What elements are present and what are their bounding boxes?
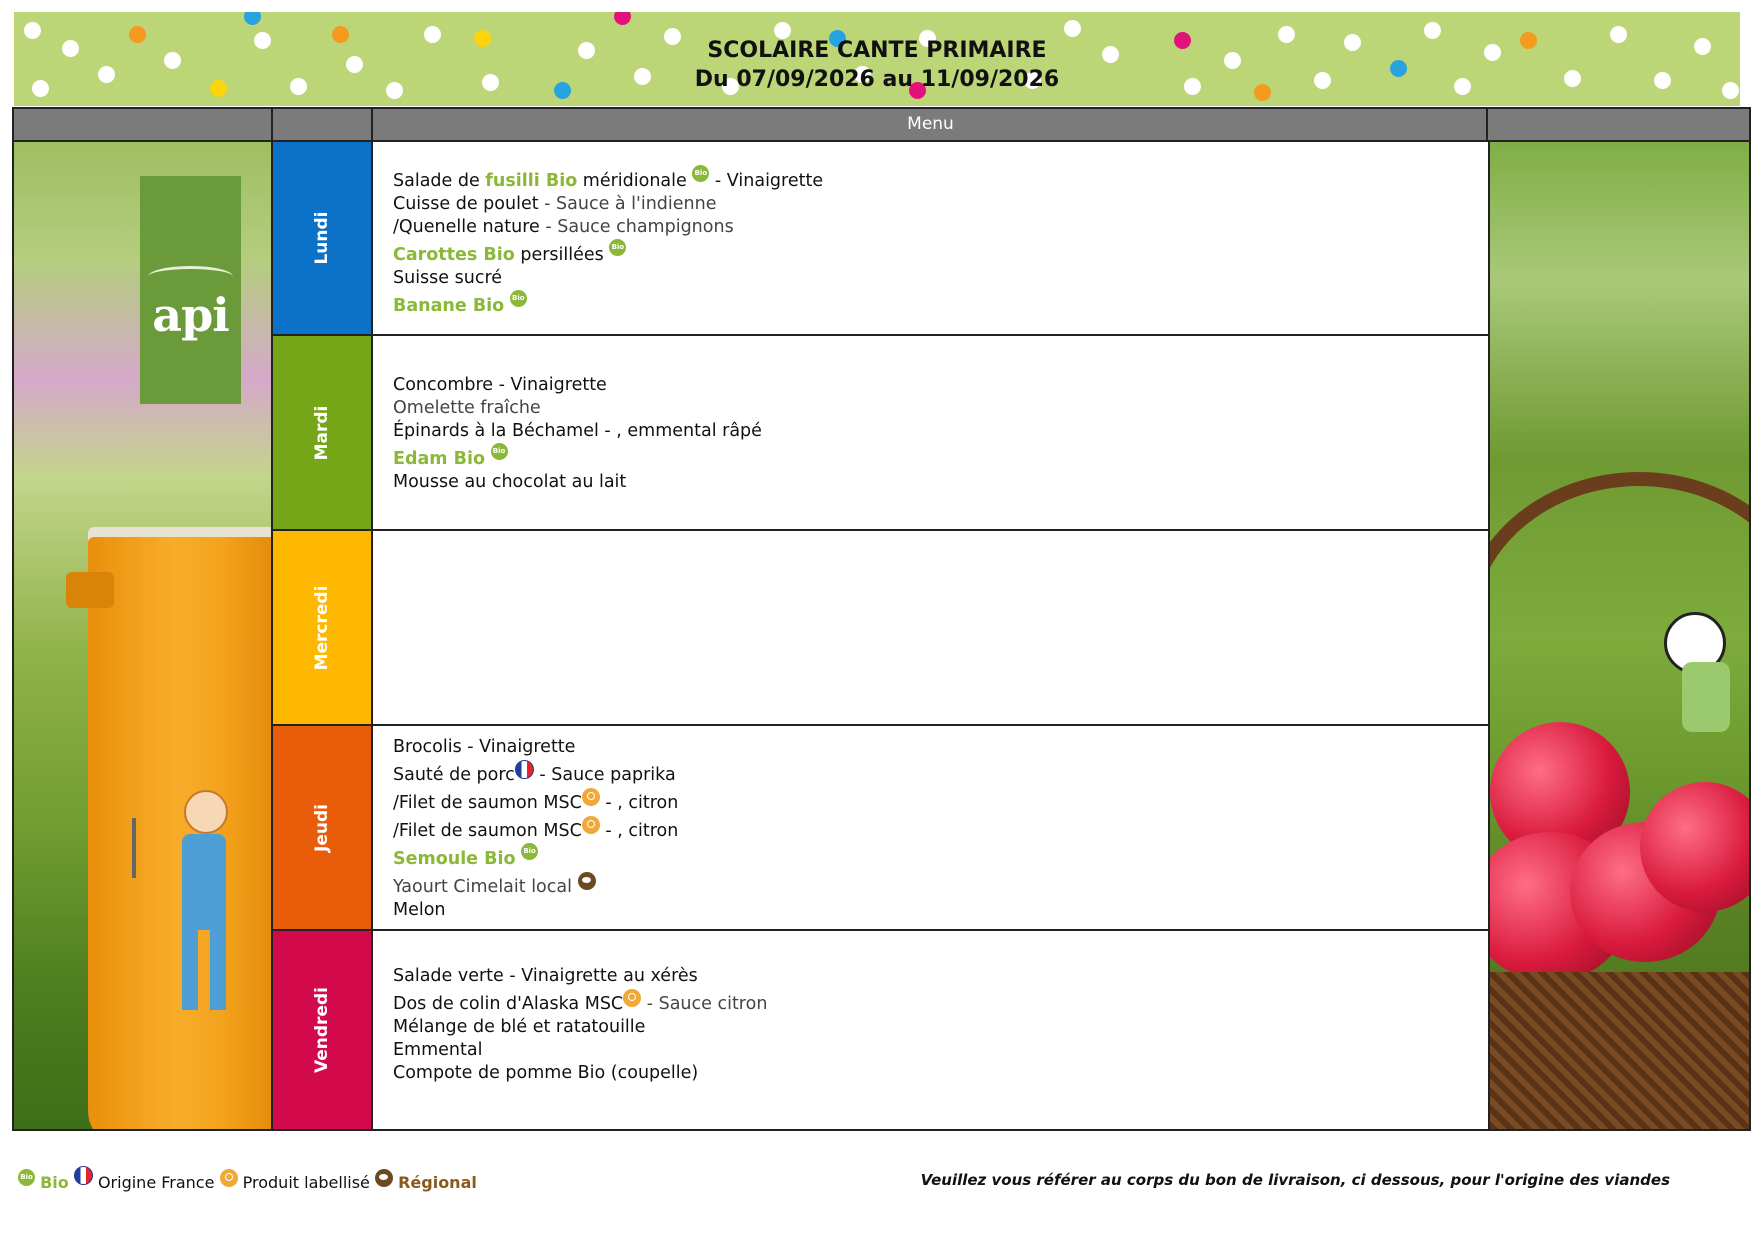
bio-leaf-icon: Bio (692, 165, 709, 182)
legend-bio: Bio (40, 1173, 69, 1192)
menu-line: Dos de colin d'Alaska MSC - Sauce citron (393, 993, 767, 1016)
menu-line: Suisse sucré (393, 268, 503, 288)
menu-line: Compote de pomme Bio (coupelle) (393, 1063, 699, 1083)
api-logo: api (140, 176, 241, 404)
france-flag-icon (74, 1166, 93, 1185)
menu-line: Salade de fusilli Bio méridionale Bio - Vinaigrette (393, 170, 823, 193)
label-rosette-icon (623, 989, 641, 1007)
bio-leaf-icon: Bio (491, 443, 508, 460)
menu-line: Melon (393, 900, 446, 920)
bio-leaf-icon: Bio (510, 290, 527, 307)
right-decorative-photo (1488, 142, 1749, 1129)
bio-leaf-icon: Bio (609, 239, 626, 256)
menu-line: /Filet de saumon MSC - , citron (393, 820, 678, 843)
france-flag-icon (515, 760, 534, 779)
page-period: Du 07/09/2026 au 11/09/2026 (694, 67, 1060, 92)
page-title: SCOLAIRE CANTE PRIMAIRE (707, 38, 1047, 63)
page-title-block (14, 36, 1740, 94)
basket (1490, 972, 1749, 1129)
menu-line: Brocolis - Vinaigrette (393, 737, 576, 757)
regional-icon (375, 1169, 393, 1187)
menu-line: Banane Bio Bio (393, 295, 823, 318)
day-label-jeudi: Jeudi (273, 726, 373, 931)
page-header (14, 12, 1740, 106)
header-cell-left (14, 109, 273, 140)
menu-cell-vendredi (373, 931, 1488, 1129)
menu-line: Edam Bio Bio (393, 448, 762, 471)
menu-line: Épinards à la Béchamel - , emmental râpé (393, 421, 762, 441)
gardener-illustration (132, 782, 252, 1014)
menu-table (12, 107, 1751, 1131)
menu-line: Emmental (393, 1040, 483, 1060)
menu-line: Semoule Bio Bio (393, 848, 678, 871)
legend-france: Origine France (97, 1173, 215, 1192)
menu-line: Mélange de blé et ratatouille (393, 1017, 646, 1037)
menu-cell-mardi (373, 336, 1488, 531)
menu-line: /Quenelle nature - Sauce champignons (393, 217, 734, 237)
day-label-mardi: Mardi (273, 336, 373, 531)
header-cell-menu (373, 109, 1488, 140)
table-header-row (14, 109, 1749, 142)
menu-line: Sauté de porc - Sauce paprika (393, 764, 678, 787)
legend-label: Produit labellisé (242, 1173, 370, 1192)
menu-line: Omelette fraîche (393, 398, 541, 418)
menu-line: Yaourt Cimelait local (393, 876, 678, 899)
legend (18, 1172, 477, 1194)
day-label-mercredi: Mercredi (273, 531, 373, 726)
menu-line: Cuisse de poulet - Sauce à l'indienne (393, 194, 717, 214)
label-rosette-icon (582, 788, 600, 806)
menu-cell-lundi (373, 142, 1488, 336)
menu-line: Carottes Bio persillées Bio (393, 244, 823, 267)
menu-line: /Filet de saumon MSC - , citron (393, 792, 678, 815)
label-rosette-icon (582, 816, 600, 834)
day-label-vendredi: Vendredi (273, 931, 373, 1129)
bio-leaf-icon: Bio (521, 843, 538, 860)
menu-line: Mousse au chocolat au lait (393, 472, 627, 492)
left-decorative-photo (14, 142, 273, 1129)
menu-line: Concombre - Vinaigrette (393, 375, 607, 395)
legend-regional: Régional (398, 1173, 477, 1192)
menu-cell-mercredi (373, 531, 1488, 726)
day-label-lundi: Lundi (273, 142, 373, 336)
header-cell-day (273, 109, 373, 140)
label-rosette-icon (220, 1169, 238, 1187)
menu-column-header: Menu (907, 114, 954, 134)
bio-leaf-icon: Bio (18, 1169, 35, 1186)
regional-icon (578, 872, 596, 890)
meat-origin-note: Veuillez vous référer au corps du bon de livraison, ci dessous, pour l'origine des viandes (920, 1171, 1670, 1189)
menu-cell-jeudi (373, 726, 1488, 931)
menu-line: Salade verte - Vinaigrette au xérès (393, 966, 698, 986)
